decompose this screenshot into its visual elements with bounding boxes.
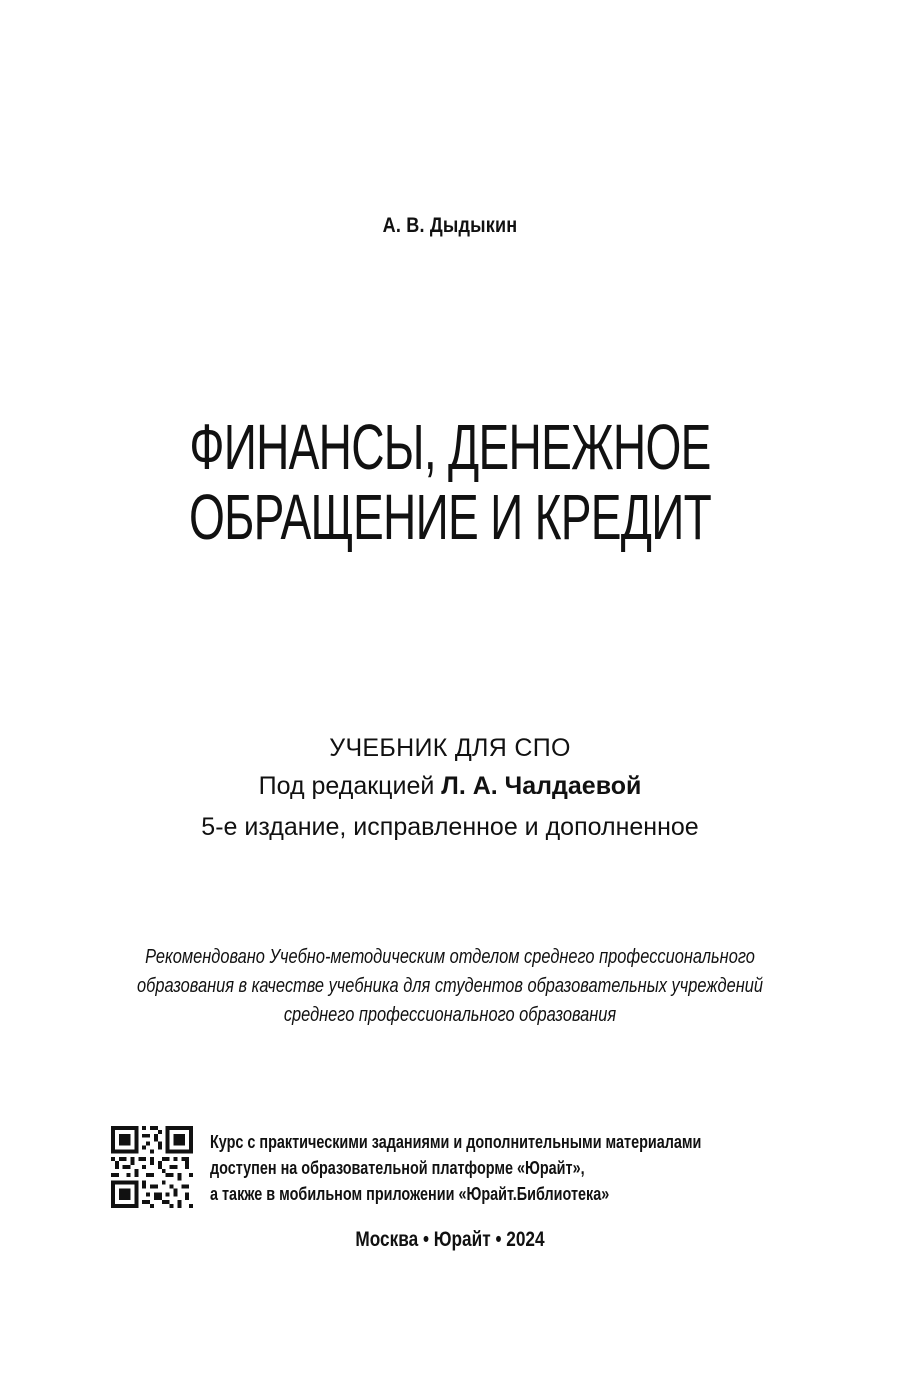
book-type: УЧЕБНИК ДЛЯ СПО [329,734,571,762]
editor-name: Л. А. Чалдаевой [441,772,642,800]
edition: 5-е издание, исправленное и дополненное [201,813,699,841]
course-note-line-2: доступен на образовательной платформе «Юрайт», [210,1158,585,1178]
title-line-2: ОБРАЩЕНИЕ И КРЕДИТ [188,481,712,553]
course-note [210,1129,701,1207]
course-note-line-1: Курс с практическими заданиями и дополнительными материалами [210,1132,702,1152]
title-line-1: ФИНАНСЫ, ДЕНЕЖНОЕ [189,411,711,483]
recommendation [81,943,819,1030]
recommendation-line-2: образования в качестве учебника для студентов образовательных учреждений [136,975,764,997]
recommendation-line-3: среднего профессионального образования [283,1004,617,1026]
qr-code-icon [110,1126,194,1208]
course-note-line-3: а также в мобильном приложении «Юрайт.Библиотека» [210,1184,610,1204]
book-title [126,412,774,552]
author: А. В. Дыдыкин [382,214,518,237]
editor-prefix: Под редакцией [258,772,435,800]
imprint: Москва • Юрайт • 2024 [355,1228,545,1251]
editor-line [0,772,900,801]
recommendation-line-1: Рекомендовано Учебно-методическим отделом среднего профессионального [145,946,755,968]
